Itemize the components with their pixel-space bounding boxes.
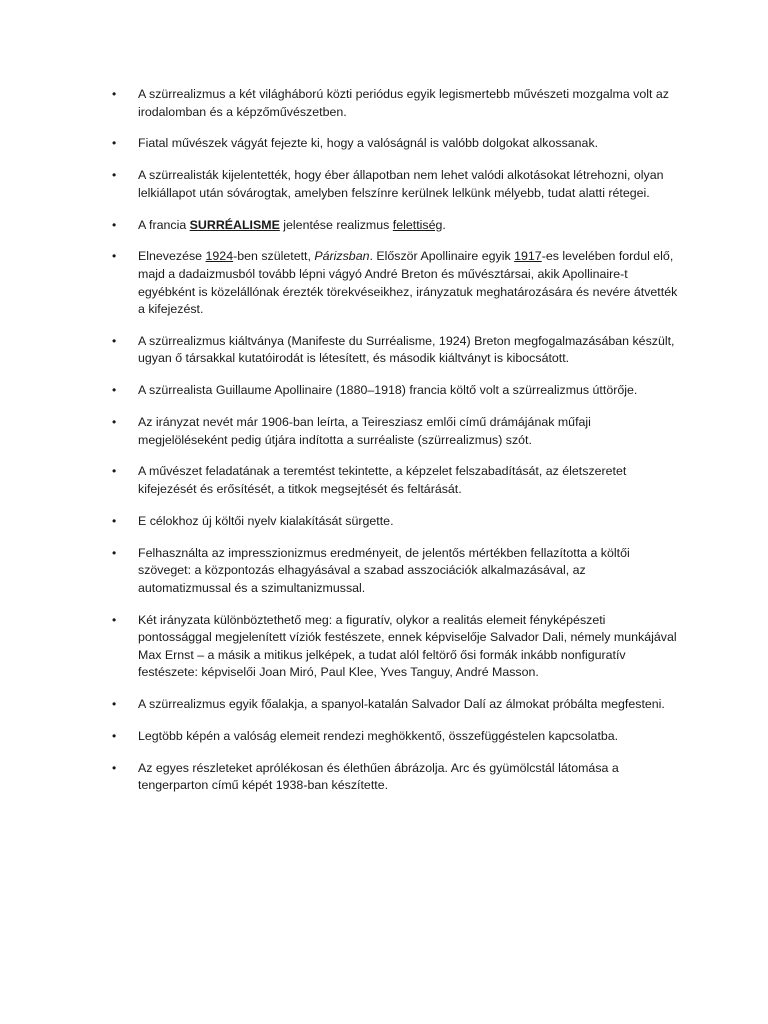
text-run: A szürrealisták kijelentették, hogy éber állapotban nem lehet valódi alkotásokat létrehozni, olyan lelkiállapot után sóvárogtak, amelyben felszínre kerülnek lelkünk mélyebb, tudat alatti rétegei. [138, 168, 664, 200]
text-run: Fiatal művészek vágyát fejezte ki, hogy a valóságnál is valóbb dolgokat alkossanak. [138, 136, 599, 151]
text-run: 1924 [205, 249, 234, 264]
text-run: . Először Apollinaire egyik [369, 249, 515, 264]
text-run: Elnevezése [138, 249, 206, 264]
list-item [112, 86, 682, 121]
bullet-marker: • [112, 545, 117, 560]
text-run: Legtöbb képén a valóság elemeit rendezi meghökkentő, összefüggéstelen kapcsolatba. [138, 728, 619, 743]
list-item-text [138, 334, 675, 366]
list-item-text [138, 415, 591, 447]
text-run: A szürrealizmus kiáltványa (Manifeste du Surréalisme, 1924) Breton megfogalmazásában készült, ugyan ő társakkal kutatóirodát is létesített, és második kiáltványt is kibocsátott. [138, 333, 675, 366]
list-item [112, 382, 682, 400]
text-run: A szürrealizmus egyik főalakja, a spanyol-katalán Salvador Dalí az álmokat próbálta megfesteni. [138, 697, 665, 712]
list-item-text [138, 464, 626, 496]
text-run: 1917 [514, 249, 542, 264]
bullet-marker: • [112, 383, 117, 398]
text-run: -es levelében fordul elő, majd a dadaizmusból tovább lépni vágyó André Breton és művésztársai, akik Apollinaire-t egyébként is közelállónak érezték törekvéseikhez, irányzatuk meghatározására és nevére átvették a kifejezést. [138, 249, 678, 317]
bullet-marker: • [112, 136, 117, 151]
text-run: . [442, 217, 446, 232]
bullet-marker: • [112, 333, 117, 348]
bullet-marker: • [112, 168, 117, 183]
list-item-text [138, 87, 669, 119]
list-item [112, 696, 682, 714]
list-item-text [138, 761, 619, 793]
bullet-marker: • [112, 415, 117, 430]
list-item-text [138, 218, 446, 232]
list-item-text [138, 249, 677, 316]
text-run: A művészet feladatának a teremtést tekintette, a képzelet felszabadítását, az életszeretet kifejezését és erősítését, a titkok megsejtését és feltárását. [138, 464, 627, 496]
list-item-text [138, 168, 664, 200]
list-item [112, 414, 682, 449]
list-item [112, 167, 682, 202]
text-run: Az egyes részleteket aprólékosan és élethűen ábrázolja. Arc és gyümölcstál látomása a tengerparton című képét 1938-ban készítette. [138, 760, 619, 793]
list-item [112, 333, 682, 368]
bullet-marker: • [112, 464, 117, 479]
list-item-text [138, 729, 618, 743]
list-item [112, 217, 682, 235]
list-item [112, 612, 682, 682]
bullet-marker: • [112, 217, 117, 232]
list-item [112, 513, 682, 531]
text-run: felettiség [392, 217, 443, 232]
bullet-marker: • [112, 612, 117, 627]
text-run: Az irányzat nevét már 1906-ban leírta, a Teiresziasz emlői című drámájának műfaji megjelöléseként pedig útjára indította a surréaliste (szürrealizmus) szót. [138, 415, 591, 447]
list-item-text [138, 383, 637, 397]
list-item [112, 760, 682, 795]
list-item [112, 728, 682, 746]
list-item-text [138, 514, 394, 528]
text-run: SURRÉALISME [189, 217, 280, 232]
list-item [112, 545, 682, 598]
bullet-marker: • [112, 760, 117, 775]
bullet-marker: • [112, 87, 117, 101]
text-run: A szürrealista Guillaume Apollinaire (1880–1918) francia költő volt a szürrealizmus úttörője. [138, 383, 638, 398]
list-item [112, 135, 682, 153]
text-run: Felhasználta az impresszionizmus eredményeit, de jelentős mértékben fellazította a költői szöveget: a központozás elhagyásával a szabad asszociációk alkalmazásával, az automatizmussal és a szimultanizmussal. [138, 545, 630, 595]
bullet-marker: • [112, 697, 117, 712]
list-item-text [138, 613, 677, 680]
bullet-marker: • [112, 728, 117, 743]
bullet-marker: • [112, 249, 117, 264]
text-run: Két irányzata különböztethető meg: a figuratív, olykor a realitás elemeit fényképészeti pontossággal megjelenített víziók festészete, ennek képviselője Salvador Dali, némely munkájával Max Ernst – a másik a mitikus jelképek, a tudat alól feltörő ősi formák inkább nonfiguratív festészete: képviselői Joan Miró, Paul Klee, Yves Tanguy, André Masson. [138, 612, 677, 680]
list-item-text [138, 546, 630, 595]
list-item-text [138, 697, 665, 711]
bullet-list [112, 86, 682, 809]
text-run: -ben született, [233, 249, 315, 264]
list-item-text [138, 136, 598, 150]
text-run: jelentése realizmus [279, 217, 393, 232]
text-run: E célokhoz új költői nyelv kialakítását sürgette. [138, 513, 394, 528]
text-run: Párizsban [314, 249, 370, 264]
list-item [112, 248, 682, 318]
text-run: A szürrealizmus a két világháború közti periódus egyik legismertebb művészeti mozgalma volt az irodalomban és a képzőművészetben. [138, 87, 669, 119]
bullet-marker: • [112, 513, 117, 528]
list-item [112, 463, 682, 498]
text-run: A francia [138, 217, 190, 232]
